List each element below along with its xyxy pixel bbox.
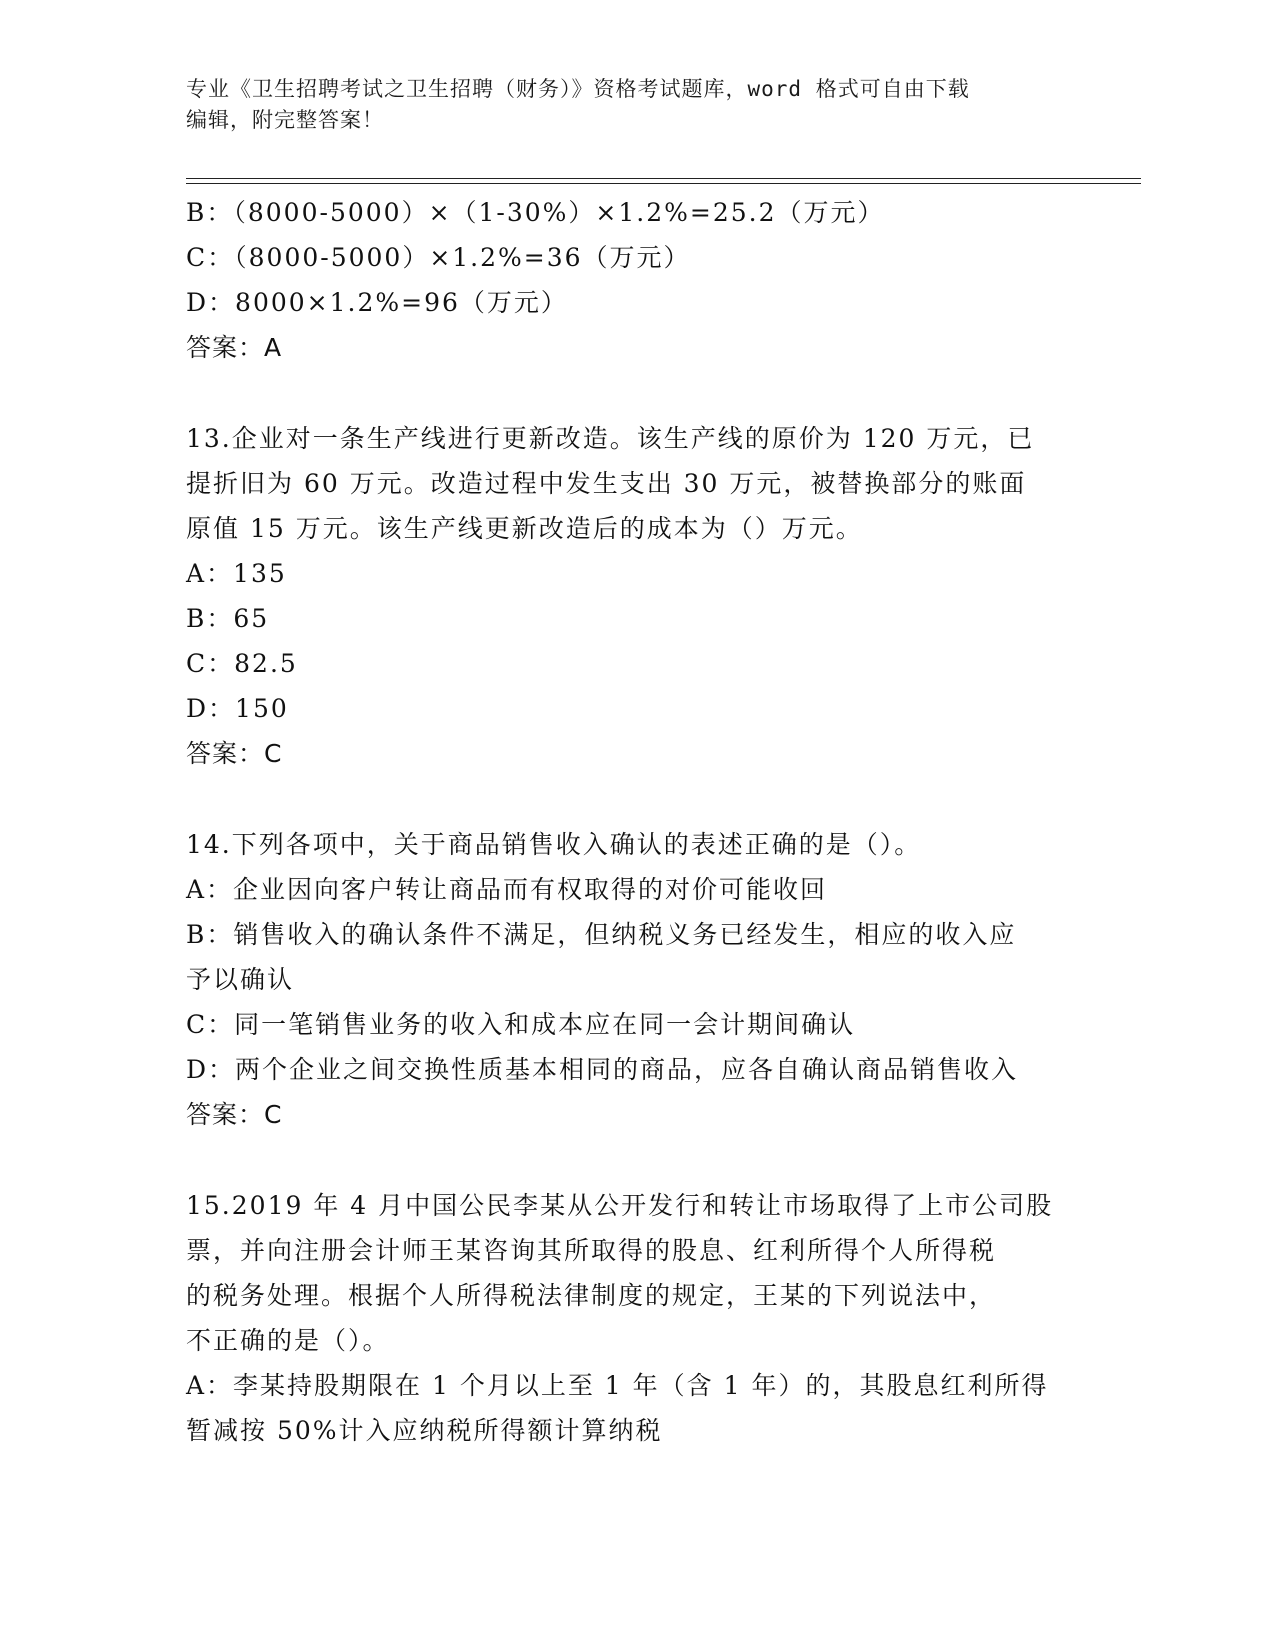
q12-answer: 答案：A — [186, 333, 283, 362]
q13-option-b: B：65 — [186, 604, 270, 633]
q13-stem-line: 原值 15 万元。该生产线更新改造后的成本为（）万元。 — [186, 514, 863, 543]
document-body — [186, 190, 1066, 1453]
q13-option-c: C：82.5 — [186, 649, 298, 678]
q12-option-d: D：8000×1.2%=96（万元） — [186, 288, 568, 317]
q14-option-c: C：同一笔销售业务的收入和成本应在同一会计期间确认 — [186, 1010, 856, 1039]
q15-option-a-line: A：李某持股期限在 1 个月以上至 1 年（含 1 年）的，其股息红利所得 — [186, 1371, 1049, 1400]
question-12-tail — [186, 190, 1066, 370]
header-line-2: 编辑，附完整答案！ — [186, 108, 384, 132]
q12-option-c: C：（8000-5000）×1.2%=36（万元） — [186, 243, 691, 272]
q14-answer: 答案：C — [186, 1100, 283, 1129]
q14-stem: 14.下列各项中，关于商品销售收入确认的表述正确的是（）。 — [186, 830, 922, 859]
question-15 — [186, 1183, 1066, 1453]
q14-option-b-line: B：销售收入的确认条件不满足，但纳税义务已经发生，相应的收入应 — [186, 920, 1017, 949]
q14-option-a: A：企业因向客户转让商品而有权取得的对价可能收回 — [186, 875, 828, 904]
q14-option-b-line: 予以确认 — [186, 965, 295, 994]
q15-stem-line: 的税务处理。根据个人所得税法律制度的规定，王某的下列说法中， — [186, 1281, 997, 1310]
q15-stem-line: 15.2019 年 4 月中国公民李某从公开发行和转让市场取得了上市公司股 — [186, 1191, 1054, 1220]
spacer — [186, 370, 1066, 416]
question-14 — [186, 822, 1066, 1137]
spacer — [186, 1137, 1066, 1183]
spacer — [186, 776, 1066, 822]
page-header — [186, 74, 1086, 136]
question-13 — [186, 416, 1066, 776]
header-divider-bottom — [186, 183, 1141, 184]
q15-stem-line: 不正确的是（）。 — [186, 1326, 390, 1355]
q13-stem-line: 13.企业对一条生产线进行更新改造。该生产线的原价为 120 万元，已 — [186, 424, 1035, 453]
header-line-1: 专业《卫生招聘考试之卫生招聘（财务）》资格考试题库，word 格式可自由下载 — [186, 77, 970, 101]
q12-option-b: B：（8000-5000）×（1-30%）×1.2%=25.2（万元） — [186, 198, 885, 227]
q15-option-a-line: 暂减按 50%计入应纳税所得额计算纳税 — [186, 1416, 663, 1445]
q13-stem-line: 提折旧为 60 万元。改造过程中发生支出 30 万元，被替换部分的账面 — [186, 469, 1027, 498]
q13-option-a: A：135 — [186, 559, 287, 588]
q15-stem-line: 票，并向注册会计师王某咨询其所取得的股息、红利所得个人所得税 — [186, 1236, 997, 1265]
header-divider-top — [186, 178, 1141, 179]
q14-option-d: D：两个企业之间交换性质基本相同的商品，应各自确认商品销售收入 — [186, 1055, 1019, 1084]
q13-answer: 答案：C — [186, 739, 283, 768]
q13-option-d: D：150 — [186, 694, 289, 723]
